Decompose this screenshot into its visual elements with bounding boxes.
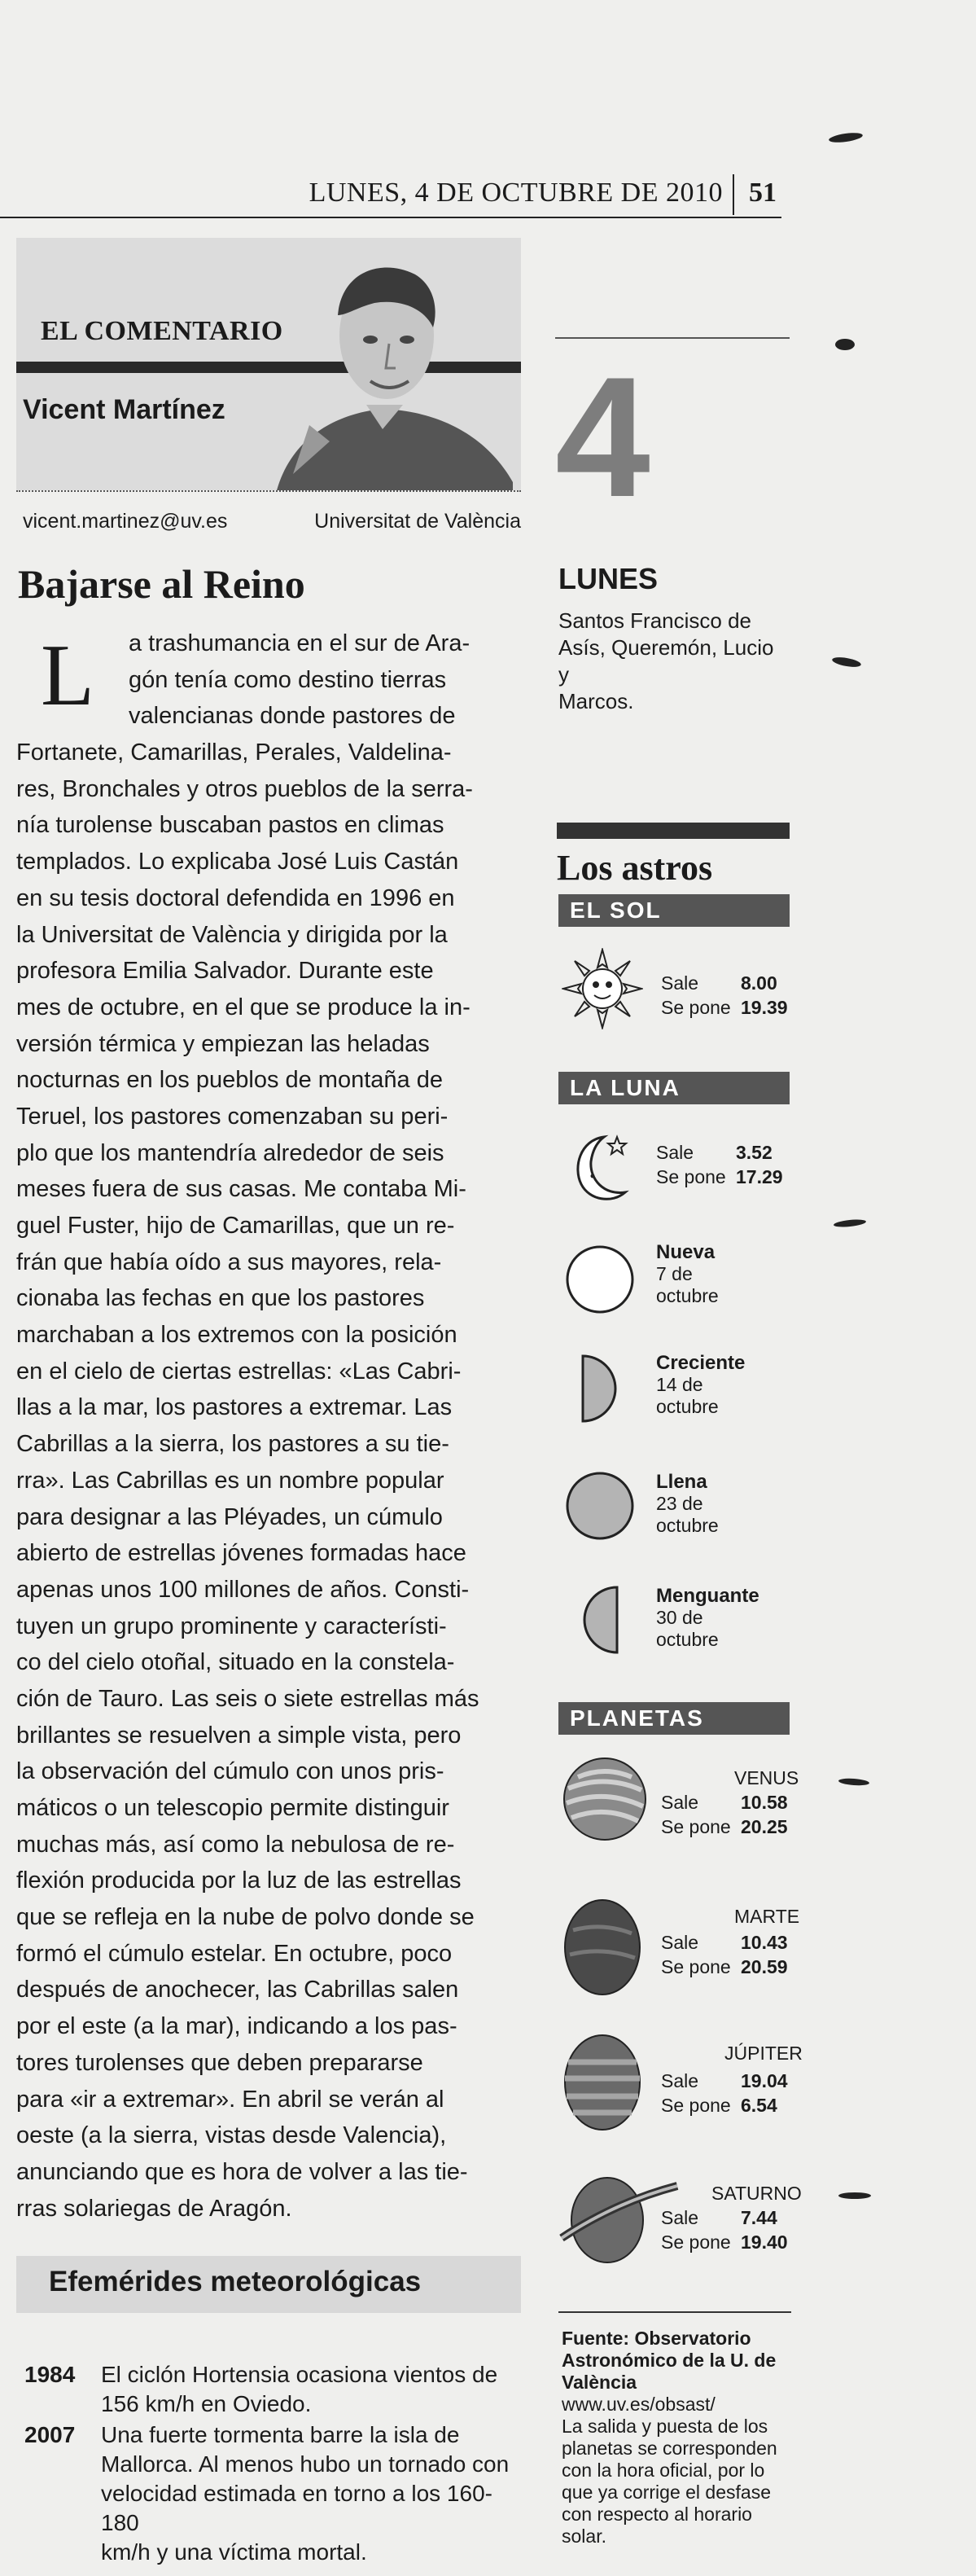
saturn-times xyxy=(661,2205,788,2254)
saints-line: Marcos. xyxy=(558,689,634,713)
source-line: con respecto al horario xyxy=(562,2504,752,2525)
jupiter-times xyxy=(661,2069,788,2117)
rise-label: Sale xyxy=(661,1792,699,1813)
first-quarter-moon-icon xyxy=(563,1352,637,1425)
author-photo xyxy=(260,238,521,490)
moon-set: 17.29 xyxy=(736,1166,783,1187)
article-line: Fortanete, Camarillas, Perales, Valdelina- xyxy=(16,739,452,766)
phase-day: 30 de xyxy=(656,1607,703,1628)
divider xyxy=(555,337,790,339)
author-email: vicent.martinez@uv.es xyxy=(23,510,228,533)
article-line: valencianas donde pastores de xyxy=(129,703,456,730)
rise-label: Sale xyxy=(661,1932,699,1953)
article-line: para «ir a extremar». En abril se verán al xyxy=(16,2086,444,2113)
set-label: Se pone xyxy=(661,1816,731,1837)
rise-label: Sale xyxy=(656,1142,694,1163)
moon-section-label: LA LUNA xyxy=(558,1072,790,1104)
astros-title: Los astros xyxy=(557,848,713,888)
page-number: 51 xyxy=(749,178,777,208)
margin-mark xyxy=(834,1218,867,1228)
phase-last-quarter xyxy=(656,1585,759,1651)
phase-new xyxy=(656,1241,719,1307)
day-name: LUNES xyxy=(558,562,659,595)
article-line: frán que había oído a sus mayores, rela- xyxy=(16,1249,442,1275)
phase-month: octubre xyxy=(656,1396,719,1417)
efemerides-line: velocidad estimada en torno a los 160-180 xyxy=(101,2481,492,2535)
venus-icon xyxy=(562,1756,648,1842)
source-line: Astronómico de la U. de xyxy=(562,2350,777,2371)
efemerides-line: Una fuerte tormenta barre la isla de xyxy=(101,2422,460,2447)
issue-date: LUNES, 4 DE OCTUBRE DE 2010 xyxy=(309,178,723,208)
article-body xyxy=(16,625,521,2227)
last-quarter-moon-icon xyxy=(563,1583,637,1657)
article-line: mes de octubre, en el que se produce la in- xyxy=(16,994,470,1020)
article-line: que se refleja en la nube de polvo donde se xyxy=(16,1904,475,1931)
margin-mark xyxy=(835,339,855,350)
phase-month: octubre xyxy=(656,1629,719,1650)
moon-rise: 3.52 xyxy=(736,1142,772,1163)
efemerides-line: 156 km/h en Oviedo. xyxy=(101,2391,312,2416)
jupiter-name: JÚPITER xyxy=(724,2043,803,2064)
source-line: con la hora oficial, por lo xyxy=(562,2460,765,2481)
article-line: a trashumancia en el sur de Ara- xyxy=(129,630,470,656)
article-line: Teruel, los pastores comenzaban su peri- xyxy=(16,1103,449,1130)
column-article xyxy=(16,238,521,2227)
phase-day: 23 de xyxy=(656,1493,703,1514)
article-title: Bajarse al Reino xyxy=(18,561,305,607)
article-line: rra». Las Cabrillas es un nombre popular xyxy=(16,1467,444,1494)
efemerides-title: Efemérides meteorológicas xyxy=(49,2266,422,2297)
phase-name: Nueva xyxy=(656,1241,716,1263)
article-line: gón tenía como destino tierras xyxy=(129,666,447,693)
day-number: 4 xyxy=(555,341,650,533)
full-moon-icon xyxy=(563,1469,637,1543)
saturn-set: 19.40 xyxy=(741,2232,788,2253)
article-line: Cabrillas a la sierra, los pastores a su tie- xyxy=(16,1431,449,1458)
article-line: profesora Emilia Salvador. Durante este xyxy=(16,958,434,985)
jupiter-rise: 19.04 xyxy=(741,2070,788,2091)
set-label: Se pone xyxy=(656,1166,726,1187)
rise-label: Sale xyxy=(661,2207,699,2228)
sun-rise: 8.00 xyxy=(741,972,777,994)
sun-icon xyxy=(562,948,643,1029)
divider xyxy=(558,2311,791,2313)
source-line: solar. xyxy=(562,2526,606,2547)
author-affiliation: Universitat de València xyxy=(314,510,521,533)
source-line: Fuente: Observatorio xyxy=(562,2328,751,2349)
efemerides-year: 1984 xyxy=(24,2362,76,2387)
article-line: brillantes se resuelven a simple vista, pero xyxy=(16,1722,462,1749)
mars-rise: 10.43 xyxy=(741,1932,788,1953)
mars-times xyxy=(661,1930,788,1979)
phase-month: octubre xyxy=(656,1515,719,1536)
article-line: nocturnas en los pueblos de montaña de xyxy=(16,1067,443,1094)
sun-section-label: EL SOL xyxy=(558,894,790,927)
article-line: templados. Lo explicaba José Luis Castán xyxy=(16,849,459,875)
article-line: tuyen un grupo prominente y característi- xyxy=(16,1613,447,1639)
efemerides-line: El ciclón Hortensia ocasiona vientos de xyxy=(101,2362,498,2387)
article-line: cionaba las fechas en que los pastores xyxy=(16,1285,425,1312)
article-line: máticos o un telescopio permite distinguir xyxy=(16,1795,449,1821)
article-line: la Universitat de València y dirigida por la xyxy=(16,921,448,948)
margin-mark xyxy=(831,656,861,669)
bleed-through-text xyxy=(350,114,790,132)
article-line: apenas unos 100 millones de años. Consti- xyxy=(16,1576,470,1603)
rise-label: Sale xyxy=(661,972,699,994)
article-line: tores turolenses que deben prepararse xyxy=(16,2049,423,2076)
phase-month: octubre xyxy=(656,1285,719,1306)
planets-section-label: PLANETAS xyxy=(558,1702,790,1735)
phase-day: 7 de xyxy=(656,1263,693,1284)
phase-first-quarter xyxy=(656,1352,745,1418)
source-note xyxy=(562,2328,790,2547)
efemerides-line: Mallorca. Al menos hubo un tornado con xyxy=(101,2451,510,2477)
venus-rise: 10.58 xyxy=(741,1792,788,1813)
article-line: llas a la mar, los pastores a extremar. Las xyxy=(16,1394,453,1421)
set-label: Se pone xyxy=(661,997,731,1018)
divider xyxy=(16,490,521,492)
saturn-rise: 7.44 xyxy=(741,2207,777,2228)
article-text xyxy=(16,625,521,2227)
article-line: plo que los mantendría alrededor de seis xyxy=(16,1139,444,1166)
article-line: en su tesis doctoral defendida en 1996 en xyxy=(16,884,455,911)
source-line: planetas se corresponden xyxy=(562,2438,777,2459)
article-line: flexión producida por la luz de las estrellas xyxy=(16,1867,462,1894)
set-label: Se pone xyxy=(661,1956,731,1977)
article-line: la observación del cúmulo con unos pris- xyxy=(16,1758,444,1785)
rise-label: Sale xyxy=(661,2070,699,2091)
article-line: res, Bronchales y otros pueblos de la serra- xyxy=(16,775,473,802)
phase-day: 14 de xyxy=(656,1374,703,1395)
article-line: para designar a las Pléyades, un cúmulo xyxy=(16,1503,443,1530)
article-line: guel Fuster, hijo de Camarillas, que un re- xyxy=(16,1213,455,1239)
new-moon-icon xyxy=(563,1243,637,1316)
saints-line: Santos Francisco de xyxy=(558,608,752,633)
article-line: co del cielo otoñal, situado en la constela- xyxy=(16,1649,455,1676)
source-line: València xyxy=(562,2372,637,2393)
margin-mark xyxy=(838,1778,869,1787)
source-line: que ya corrige el desfase xyxy=(562,2482,771,2503)
article-line: rras solariegas de Aragón. xyxy=(16,2195,292,2222)
efemerides-header xyxy=(16,2256,521,2313)
article-line: abierto de estrellas jóvenes formadas hace xyxy=(16,1540,466,1567)
page-header xyxy=(0,171,781,218)
efemerides-text xyxy=(101,2360,521,2419)
moon-times xyxy=(656,1140,783,1189)
efemerides-list xyxy=(24,2360,521,2569)
venus-times xyxy=(661,1790,788,1839)
sun-set: 19.39 xyxy=(741,997,788,1018)
phase-name: Menguante xyxy=(656,1585,759,1607)
phase-name: Creciente xyxy=(656,1352,746,1374)
set-label: Se pone xyxy=(661,2232,731,2253)
article-line: meses fuera de sus casas. Me contaba Mi- xyxy=(16,1176,466,1203)
source-line: La salida y puesta de los xyxy=(562,2416,768,2437)
mars-icon xyxy=(562,1898,643,1997)
article-line: muchas más, así como la nebulosa de re- xyxy=(16,1831,455,1858)
saints-of-day xyxy=(558,608,778,715)
efemerides-text xyxy=(101,2420,521,2567)
phase-name: Llena xyxy=(656,1471,707,1493)
article-line: versión térmica y empiezan las heladas xyxy=(16,1030,430,1057)
venus-name: VENUS xyxy=(734,1767,799,1788)
saints-line: Asís, Queremón, Lucio y xyxy=(558,635,774,687)
margin-mark xyxy=(829,131,864,144)
article-line: ción de Tauro. Las seis o siete estrellas más xyxy=(16,1685,479,1712)
moon-icon xyxy=(562,1127,635,1209)
column-banner xyxy=(16,238,521,490)
article-line: formó el cúmulo estelar. En octubre, poco xyxy=(16,1940,453,1967)
article-line: en el cielo de ciertas estrellas: «Las Cabri- xyxy=(16,1358,462,1385)
article-line: oeste (a la sierra, vistas desde Valencia), xyxy=(16,2122,447,2149)
article-line: por el este (a la mar), indicando a los pas- xyxy=(16,2013,457,2040)
author-name: Vicent Martínez xyxy=(23,394,225,425)
article-line: anunciando que es hora de volver a las tie- xyxy=(16,2158,468,2185)
efemerides-line: km/h y una víctima mortal. xyxy=(101,2539,367,2565)
jupiter-set: 6.54 xyxy=(741,2095,777,2116)
efemerides-item xyxy=(24,2420,521,2567)
sun-times xyxy=(661,971,788,1020)
venus-set: 20.25 xyxy=(741,1816,788,1837)
set-label: Se pone xyxy=(661,2095,731,2116)
mars-set: 20.59 xyxy=(741,1956,788,1977)
astros-bar xyxy=(557,823,790,839)
section-label: EL COMENTARIO xyxy=(41,316,283,346)
saturn-name: SATURNO xyxy=(711,2183,802,2204)
margin-mark xyxy=(838,2192,871,2199)
article-line: nía turolense buscaban pastos en climas xyxy=(16,812,444,839)
jupiter-icon xyxy=(562,2033,643,2132)
efemerides-item xyxy=(24,2360,521,2419)
header-divider xyxy=(733,174,734,215)
source-url: www.uv.es/obsast/ xyxy=(562,2394,716,2415)
article-line: después de anochecer, las Cabrillas salen xyxy=(16,1977,459,2003)
phase-full xyxy=(656,1471,719,1537)
drop-cap: L xyxy=(41,627,94,724)
author-contact xyxy=(16,502,521,538)
efemerides-year: 2007 xyxy=(24,2422,76,2447)
article-line: marchaban a los extremos con la posición xyxy=(16,1322,457,1349)
mars-name: MARTE xyxy=(734,1906,800,1927)
